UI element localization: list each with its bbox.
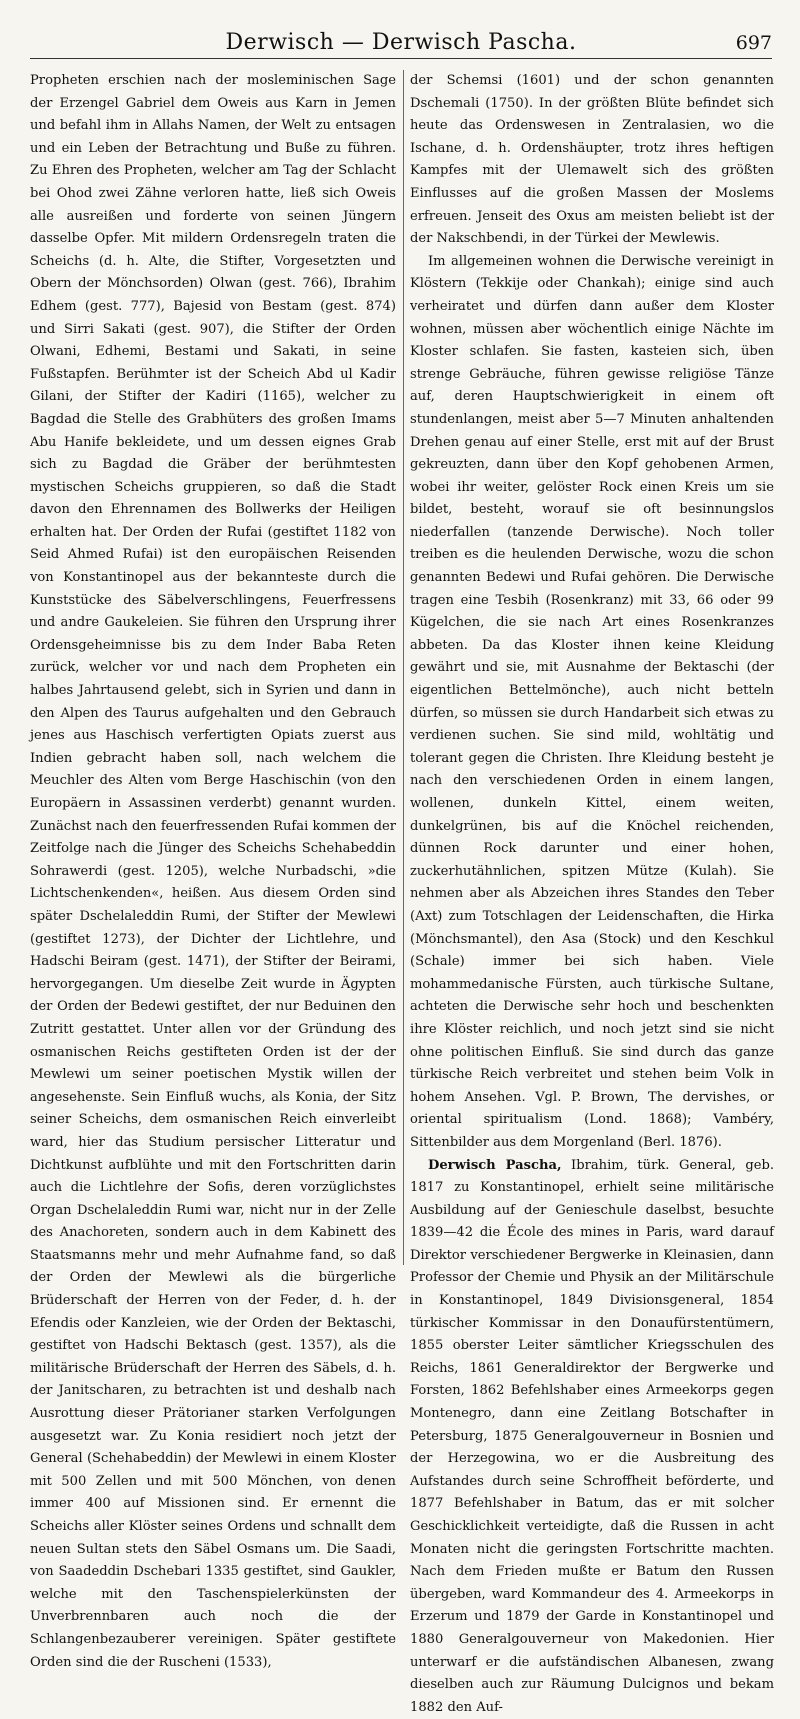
right-column bbox=[410, 70, 774, 1265]
entry-headword: Derwisch Pascha, bbox=[428, 1158, 562, 1173]
left-column bbox=[30, 70, 396, 1265]
paragraph-derwisch-orders: Propheten erschien nach der mosleminischen Sage der Erzengel Gabriel dem Oweis aus Karn in Jemen und befahl ihm in Allahs Namen, der Welt zu entsagen und ein Leben der Betrachtung und Buße zu führen. Zu Ehren des Propheten, welcher am Tag der Schlacht bei Ohod zwei Zähne verloren hatte, ließ sich Oweis alle ausreißen und forderte von seinen Jüngern dasselbe Opfer. Mit mildern Ordensregeln traten die Scheichs (d. h. Alte, die Stifter, Vorgesetzten und Obern der Mönchsorden) Olwan (gest. 766), Ibrahim Edhem (gest. 777), Bajesid von Bestam (gest. 874) und Sirri Sakati (gest. 907), die Stifter der Orden Olwani, Edhemi, Bestami und Sakati, in seine Fußstapfen. Berühmter ist der Scheich Abd ul Kadir Gilani, der Stifter der Kadiri (1165), welcher zu Bagdad die Stelle des Grabhüters des großen Imams Abu Hanife bekleidete, und um dessen eignes Grab sich zu Bagdad die Gräber der berühmtesten mystischen Scheichs gruppieren, so daß die Stadt davon den Ehrennamen des Bollwerks der Heiligen erhalten hat. Der Orden der Rufai (gestiftet 1182 von Seid Ahmed Rufai) ist den europäischen Reisenden von Konstantinopel aus der bekannteste durch die Kunststücke des Säbelverschlingens, Feuerfressens und andre Gaukeleien. Sie führen den Ursprung ihrer Ordensgeheimnisse bis zu dem Inder Baba Reten zurück, welcher vor und nach dem Propheten ein halbes Jahrtausend gelebt, sich in Syrien und dann in den Alpen des Taurus aufgehalten und den Gebrauch jenes aus Haschisch verfertigten Opiats zuerst aus Indien gebracht haben soll, nach welchem die Meuchler des Alten vom Berge Haschischin (von den Europäern in Assassinen verderbt) genannt wurden. Zunächst nach den feuerfressenden Rufai kommen der Zeitfolge nach die Jünger des Scheichs Schehabeddin Sohrawerdi (gest. 1205), welche Nurbadschi, »die Lichtschenkenden«, heißen. Aus diesem Orden sind später Dschelaleddin Rumi, der Stifter der Mewlewi (gestiftet 1273), der Dichter der Lichtlehre, und Hadschi Beiram (gest. 1471), der Stifter der Beirami, hervorgegangen. Um dieselbe Zeit wurde in Ägypten der Orden der Bedewi gestiftet, der nur Beduinen den Zutritt gestattet. Unter allen vor der Gründung des osmanischen Reichs gestifteten Orden ist der der Mewlewi um seiner poetischen Mystik willen der angesehenste. Sein Einfluß wuchs, als Konia, der Sitz seiner Scheichs, dem osmanischen Reich einverleibt ward, hier das Studium persischer Litteratur und Dichtkunst aufblühte und mit den Fortschritten darin auch die Lichtlehre der Sofis, deren vorzüglichstes Organ Dschelaleddin Rumi war, nicht nur in der Zelle des Anachoreten, sondern auch in dem Kabinett des Staatsmanns mehr und mehr Aufnahme fand, so daß der Orden der Mewlewi als die bürgerliche Brüderschaft der Herren von der Feder, d. h. der Efendis oder Kanzleien, wie der Orden der Bektaschi, gestiftet von Hadschi Bektasch (gest. 1357), als die militärische Brüderschaft der Herren des Säbels, d. h. der Janitscharen, zu betrachten ist und deshalb nach Ausrottung dieser Prätorianer starken Verfolgungen ausgesetzt war. Zu Konia residiert noch jetzt der General (Schehabeddin) der Mewlewi in einem Kloster mit 500 Zellen und mit 500 Mönchen, von denen immer 400 auf Missionen sind. Er ernennt die Scheichs aller Klöster seines Ordens und schnallt dem neuen Sultan stets den Säbel Osmans um. Die Saadi, von Saadeddin Dschebari 1335 gestiftet, sind Gaukler, welche mit den Taschenspielerkünsten der Unverbrennbaren auch noch die der Schlangenbezauberer vereinigen. Später gestiftete Orden sind die der Ruscheni (1533), bbox=[30, 70, 396, 1674]
column-divider bbox=[403, 70, 404, 1265]
page-number: 697 bbox=[736, 32, 772, 54]
running-header bbox=[30, 28, 772, 59]
entry-derwisch-pascha bbox=[410, 1155, 774, 1719]
paragraph-derwisch-life: Im allgemeinen wohnen die Derwische vereinigt in Klöstern (Tekkije oder Chankah); einige sind auch verheiratet und dürfen dann außer dem Kloster wohnen, müssen aber wöchentlich einige Nächte im Kloster schlafen. Sie fasten, kasteien sich, üben strenge Gebräuche, führen gewisse religiöse Tänze auf, deren Hauptschwierigkeit in einem oft stundenlangen, meist aber 5—7 Minuten anhaltenden Drehen genau auf einer Stelle, erst mit auf der Brust gekreuzten, dann über den Kopf gehobenen Armen, wobei ihr weiter, gelöster Rock einen Kreis um sie bildet, besteht, worauf sie oft besinnungslos niederfallen (tanzende Derwische). Noch toller treiben es die heulenden Derwische, wozu die schon genannten Bedewi und Rufai gehören. Die Derwische tragen eine Tesbih (Rosenkranz) mit 33, 66 oder 99 Kügelchen, die sie nach Art eines Rosenkranzes abbeten. Da das Kloster ihnen keine Kleidung gewährt und sie, mit Ausnahme der Bektaschi (der eigentlichen Bettelmönche), auch nicht betteln dürfen, so müssen sie durch Handarbeit sich etwas zu verdienen suchen. Sie sind mild, wohltätig und tolerant gegen die Christen. Ihre Kleidung besteht je nach den verschiedenen Orden in einem langen, wollenen, dunkeln Kittel, einem weiten, dunkelgrünen, bis auf die Knöchel reichenden, dünnen Rock darunter und einer hohen, zuckerhutähnlichen, spitzen Mütze (Kulah). Sie nehmen aber als Abzeichen ihres Standes den Teber (Axt) zum Totschlagen der Leidenschaften, die Hirka (Mönchsmantel), den Asa (Stock) und den Keschkul (Schale) immer bei sich haben. Viele mohammedanische Fürsten, auch türkische Sultane, achteten die Derwische sehr hoch und beschenkten ihre Klöster reichlich, und noch jetzt sind sie nicht ohne politischen Einfluß. Sie sind durch das ganze türkische Reich verbreitet und stehen beim Volk in hohem Ansehen. Vgl. P. Brown, The dervishes, or oriental spiritualism (Lond. 1868); Vambéry, Sittenbilder aus dem Morgenland (Berl. 1876). bbox=[410, 251, 774, 1155]
entry-body: Ibrahim, türk. General, geb. 1817 zu Konstantinopel, erhielt seine militärische Ausbildung auf der Genieschule daselbst, besuchte 1839—42 die École des mines in Paris, ward darauf Direktor verschiedener Bergwerke in Kleinasien, dann Professor der Chemie und Physik an der Militärschule in Konstantinopel, 1849 Divisionsgeneral, 1854 türkischer Kommissar in den Donaufürstentümern, 1855 oberster Leiter sämtlicher Kriegsschulen des Reichs, 1861 Generaldirektor der Bergwerke und Forsten, 1862 Befehlshaber eines Armeekorps gegen Montenegro, dann eine Zeitlang Botschafter in Petersburg, 1875 Generalgouverneur in Bosnien und der Herzegowina, wo er die Ausbreitung des Aufstandes durch seine Schroffheit beförderte, und 1877 Befehlshaber in Batum, das er mit solcher Geschicklichkeit verteidigte, daß die Russen in acht Monaten nicht die geringsten Fortschritte machten. Nach dem Frieden mußte er Batum den Russen übergeben, ward Kommandeur des 4. Armeekorps in Erzerum und 1879 der Garde in Konstantinopel und 1880 Generalgouverneur von Makedonien. Hier unterwarf er die aufständischen Albanesen, zwang dieselben auch zur Räumung Dulcignos und bekam 1882 den Auf- bbox=[410, 1158, 774, 1715]
paragraph-orders-continued: der Schemsi (1601) und der schon genannten Dschemali (1750). In der größten Blüte befindet sich heute das Ordenswesen in Zentralasien, wo die Ischane, d. h. Ordenshäupter, trotz ihres heftigen Kampfes mit der Ulemawelt sich des größten Einflusses auf die großen Massen der Moslems erfreuen. Jenseit des Oxus am meisten beliebt ist der der Nakschbendi, in der Türkei der Mewlewis. bbox=[410, 70, 774, 251]
running-title: Derwisch — Derwisch Pascha. bbox=[30, 30, 772, 55]
